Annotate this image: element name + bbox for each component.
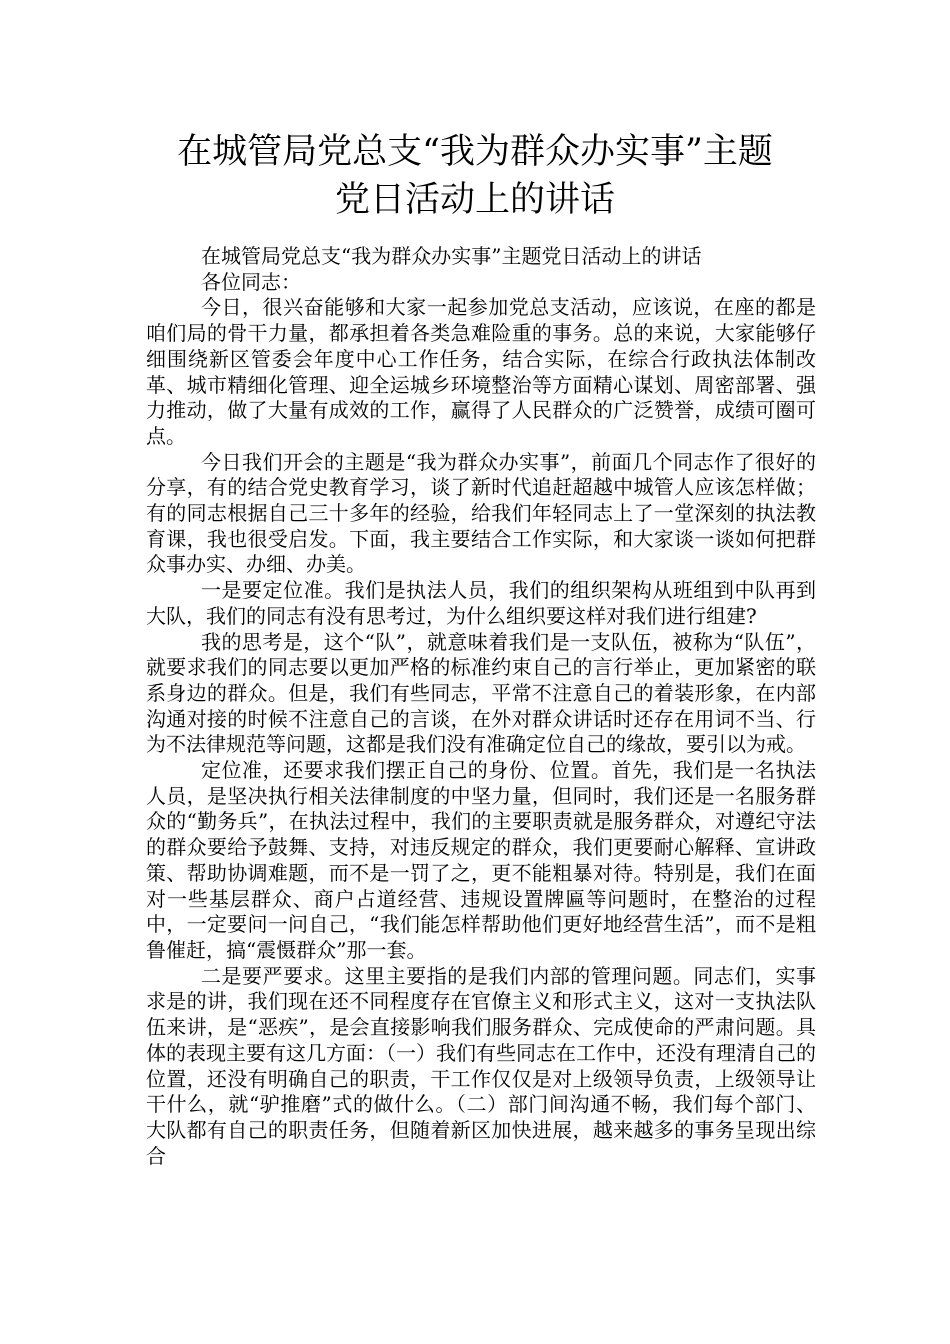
body-paragraph-3: 一是要定位准。我们是执法人员，我们的组织架构从班组到中队再到大队，我们的同志有没有思考过，为什么组织要这样对我们进行组建? xyxy=(146,578,816,628)
body-paragraph-6: 二是要严要求。这里主要指的是我们内部的管理问题。同志们，实事求是的讲，我们现在还不同程度存在官僚主义和形式主义，这对一支执法队伍来讲，是“恶疾”，是会直接影响我们服务群众、完成使命的严肃问题。具体的表现主要有这几方面：（一）我们有些同志在工作中，还没有理清自己的位置，还没有明确自己的职责，干工作仅仅是对上级领导负责，上级领导让干什么，就“驴推磨”式的做什么。（二）部门间沟通不畅，我们每个部门、大队都有自己的职责任务，但随着新区加快进展，越来越多的事务呈现出综合 xyxy=(146,963,816,1168)
body-paragraph-5: 定位准，还要求我们摆正自己的身份、位置。首先，我们是一名执法人员，是坚决执行相关法律制度的中坚力量，但同时，我们还是一名服务群众的“勤务兵”，在执法过程中，我们的主要职责就是服务群众，对遵纪守法的群众要给予鼓舞、支持，对违反规定的群众，我们更要耐心解释、宣讲政策、帮助协调难题，而不是一罚了之，更不能粗暴对待。特别是，我们在面对一些基层群众、商户占道经营、违规设置牌匾等问题时，在整治的过程中，一定要问一问自己，“我们能怎样帮助他们更好地经营生活”，而不是粗鲁催赶，搞“震慑群众”那一套。 xyxy=(146,758,816,962)
subtitle-paragraph: 在城管局党总支“我为群众办实事”主题党日活动上的讲话 xyxy=(201,244,702,268)
body-paragraph-2: 今日我们开会的主题是“我为群众办实事”，前面几个同志作了很好的分享，有的结合党史教育学习，谈了新时代追赶超越中城管人应该怎样做；有的同志根据自己三十多年的经验，给我们年轻同志上了一堂深刻的执法教育课，我也很受启发。下面，我主要结合工作实际，和大家谈一谈如何把群众事办实、办细、办美。 xyxy=(146,449,816,577)
salutation: 各位同志： xyxy=(201,269,301,294)
title-line-2: 党日活动上的讲话 xyxy=(334,180,615,220)
title-line-1: 在城管局党总支“我为群众办实事”主题 xyxy=(177,132,773,172)
document-body xyxy=(146,244,816,1169)
document-title xyxy=(140,128,810,224)
body-paragraph-1: 今日，很兴奋能够和大家一起参加党总支活动，应该说，在座的都是咱们局的骨干力量，都承担着各类急难险重的事务。总的来说，大家能够仔细围绕新区管委会年度中心工作任务，结合实际，在综合行政执法体制改革、城市精细化管理、迎全运城乡环境整治等方面精心谋划、周密部署、强力推动，做了大量有成效的工作，赢得了人民群众的广泛赞誉，成绩可圈可点。 xyxy=(146,295,816,448)
body-paragraph-4: 我的思考是，这个“队”，就意味着我们是一支队伍，被称为“队伍”，就要求我们的同志要以更加严格的标准约束自己的言行举止，更加紧密的联系身边的群众。但是，我们有些同志，平常不注意自己的着装形象，在内部沟通对接的时候不注意自己的言谈，在外对群众讲话时还存在用词不当、行为不法律规范等问题，这都是我们没有准确定位自己的缘故，要引以为戒。 xyxy=(146,629,816,757)
